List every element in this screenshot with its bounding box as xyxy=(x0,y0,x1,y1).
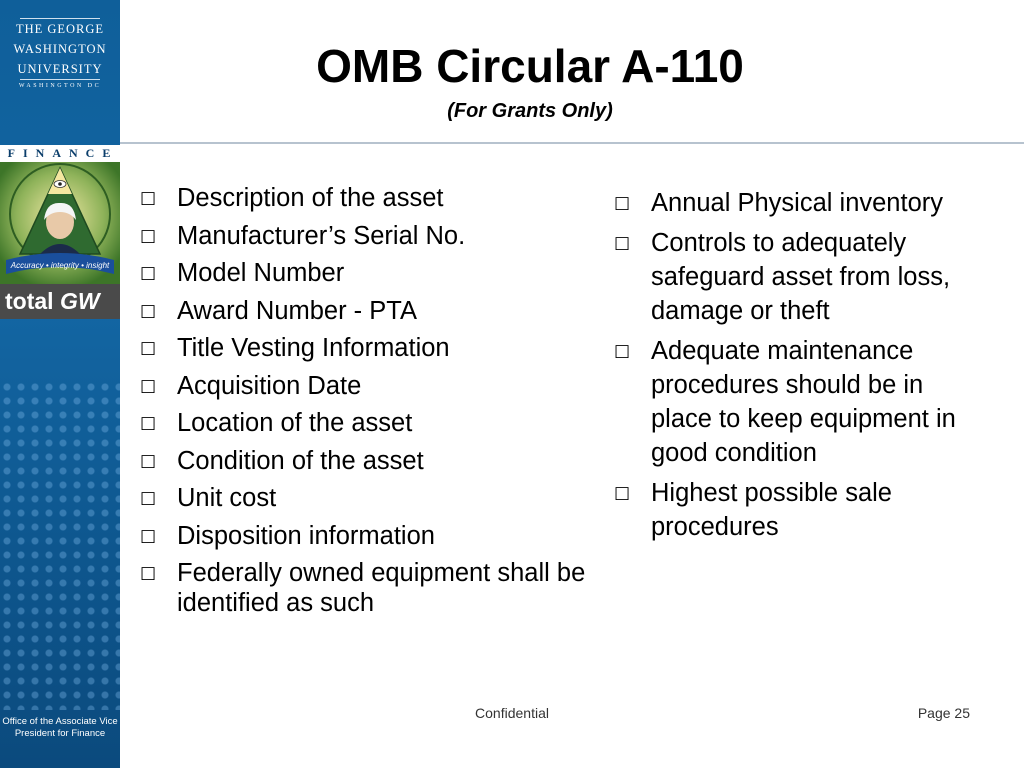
list-item: □ Federally owned equipment shall be identified as such xyxy=(140,559,586,617)
bullet-icon: □ xyxy=(140,413,157,433)
list-item: □ Title Vesting Information xyxy=(140,334,450,362)
bullet-icon: □ xyxy=(140,338,157,358)
logo-line-2: WASHINGTON xyxy=(13,42,107,56)
list-item: □ Adequate maintenance procedures should be in place to keep equipment in good condition xyxy=(651,334,971,470)
list-item: □ Manufacturer’s Serial No. xyxy=(140,221,466,250)
gw-label: GW xyxy=(59,288,100,314)
list-item: □ Annual Physical inventory xyxy=(651,186,971,220)
bullet-icon: □ xyxy=(614,233,631,253)
gw-logo xyxy=(0,18,120,92)
logo-line-1: THE GEORGE xyxy=(15,22,105,36)
logo-line-4: WASHINGTON DC xyxy=(18,83,102,89)
bullet-icon: □ xyxy=(140,563,157,583)
bullet-icon: □ xyxy=(140,525,157,546)
confidential-label: Confidential xyxy=(475,705,549,721)
page-number: Page 25 xyxy=(917,705,970,721)
finance-seal xyxy=(0,162,120,284)
list-item: □ Description of the asset xyxy=(140,184,444,212)
slide-title: OMB Circular A-110 xyxy=(316,40,744,92)
bullet-icon: □ xyxy=(140,225,157,246)
list-item: □ Model Number xyxy=(140,259,345,287)
bullet-icon: □ xyxy=(140,300,157,321)
bullet-icon: □ xyxy=(614,193,631,213)
logo-line-3: UNIVERSITY xyxy=(17,62,103,76)
title-divider xyxy=(120,142,1024,144)
office-label: Office of the Associate Vice President for Finance xyxy=(2,716,118,739)
seal-icon xyxy=(0,162,120,284)
left-bullet-list xyxy=(140,183,602,626)
dot-pattern xyxy=(0,380,120,710)
list-item: □ Disposition information xyxy=(140,521,435,550)
list-item: □ Acquisition Date xyxy=(140,371,362,400)
list-item: □ Award Number - PTA xyxy=(140,296,417,325)
sidebar xyxy=(0,0,120,768)
list-item: □ Highest possible sale procedures xyxy=(651,476,971,544)
bullet-icon: □ xyxy=(614,341,631,361)
bullet-icon: □ xyxy=(140,450,157,471)
slide-subtitle: (For Grants Only) xyxy=(447,100,613,122)
total-gw-banner xyxy=(0,284,120,319)
finance-label: FINANCE xyxy=(0,145,120,162)
bullet-icon: □ xyxy=(140,488,157,508)
total-label: total xyxy=(5,288,54,314)
list-item: □ Location of the asset xyxy=(140,409,413,437)
bullet-icon: □ xyxy=(140,375,157,396)
list-item: □ Controls to adequately safeguard asset from loss, damage or theft xyxy=(651,226,971,328)
bullet-icon: □ xyxy=(140,263,157,283)
list-item: □ Unit cost xyxy=(140,484,277,512)
bullet-icon: □ xyxy=(614,483,631,503)
seal-motto: Accuracy • integrity • insight xyxy=(10,261,110,270)
bullet-icon: □ xyxy=(140,188,157,208)
list-item: □ Condition of the asset xyxy=(140,446,424,475)
right-bullet-list xyxy=(614,186,971,550)
